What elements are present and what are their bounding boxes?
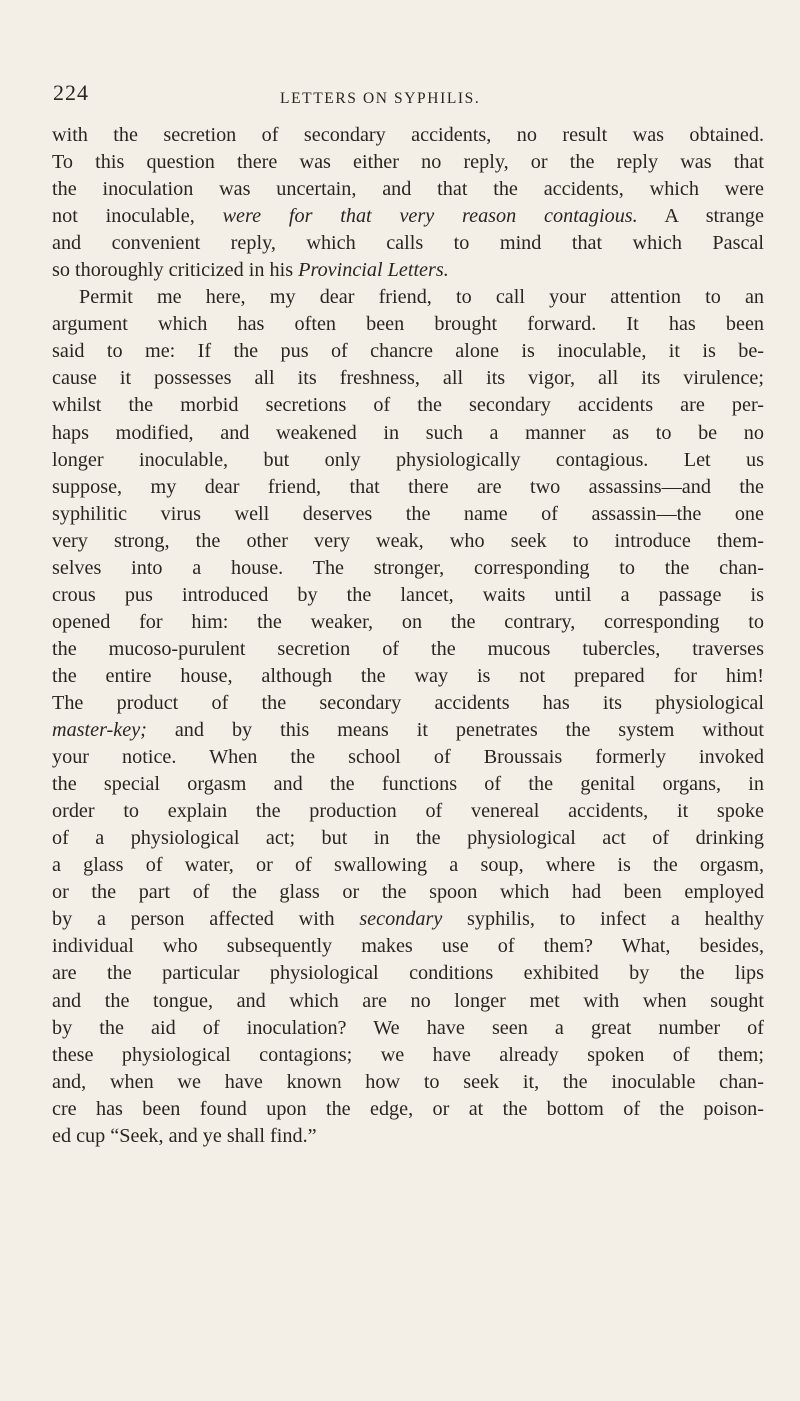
text-run: and by this means it penetrates the system without bbox=[146, 719, 764, 742]
text-line: by the aid of inoculation? We have seen a great number of bbox=[52, 1016, 764, 1039]
body-text bbox=[52, 122, 764, 1150]
text-line: opened for him: the weaker, on the contrary, corresponding to bbox=[52, 610, 764, 633]
page-number: 224 bbox=[53, 80, 89, 105]
text-line: To this question there was either no reply, or the reply was that bbox=[52, 151, 764, 174]
text-line: very strong, the other very weak, who seek to introduce them- bbox=[52, 529, 764, 552]
text-line: selves into a house. The stronger, corresponding to the chan- bbox=[52, 556, 764, 579]
text-run: not inoculable, bbox=[52, 205, 223, 228]
text-line: said to me: If the pus of chancre alone is inoculable, it is be- bbox=[52, 340, 764, 363]
text-run: so thoroughly criticized in his bbox=[52, 259, 299, 282]
text-line: argument which has often been brought forward. It has been bbox=[52, 313, 764, 336]
text-line: the inoculation was uncertain, and that the accidents, which were bbox=[52, 178, 764, 201]
text-line: The product of the secondary accidents has its physiological bbox=[52, 691, 764, 714]
italic-text: Provincial Letters. bbox=[298, 259, 449, 282]
text-line bbox=[52, 717, 764, 744]
text-line: individual who subsequently makes use of them? What, besides, bbox=[52, 935, 764, 958]
text-line: whilst the morbid secretions of the secondary accidents are per- bbox=[52, 394, 764, 417]
text-line: the entire house, although the way is not prepared for him! bbox=[52, 664, 764, 687]
text-line: longer inoculable, but only physiologically contagious. Let us bbox=[52, 448, 764, 471]
text-line: syphilitic virus well deserves the name of assassin—the one bbox=[52, 502, 764, 525]
text-line: your notice. When the school of Broussais formerly invoked bbox=[52, 746, 764, 769]
text-line: and the tongue, and which are no longer met with when sought bbox=[52, 989, 764, 1012]
text-line: the special orgasm and the functions of the genital organs, in bbox=[52, 773, 764, 796]
text-line: order to explain the production of venereal accidents, it spoke bbox=[52, 800, 764, 823]
text-line: and convenient reply, which calls to mind that which Pascal bbox=[52, 232, 764, 255]
text-line bbox=[52, 203, 764, 230]
text-line: cause it possesses all its freshness, all its vigor, all its virulence; bbox=[52, 367, 764, 390]
paragraph-end-line: ed cup “Seek, and ye shall find.” bbox=[52, 1124, 317, 1147]
italic-text: master-key; bbox=[52, 719, 147, 742]
italic-text: were for that very reason contagious. bbox=[222, 205, 638, 228]
text-line: cre has been found upon the edge, or at the bottom of the poison- bbox=[52, 1097, 764, 1120]
text-line: are the particular physiological conditions exhibited by the lips bbox=[52, 962, 764, 985]
text-line: a glass of water, or of swallowing a soup, where is the orgasm, bbox=[52, 854, 764, 877]
text-line: haps modified, and weakened in such a manner as to be no bbox=[52, 421, 764, 444]
running-head: LETTERS ON SYPHILIS. bbox=[280, 90, 481, 107]
text-line: or the part of the glass or the spoon which had been employed bbox=[52, 881, 764, 904]
text-line: these physiological contagions; we have already spoken of them; bbox=[52, 1043, 764, 1066]
text-line bbox=[52, 906, 764, 933]
text-line: crous pus introduced by the lancet, waits until a passage is bbox=[52, 583, 764, 606]
text-line: of a physiological act; but in the physiological act of drinking bbox=[52, 827, 764, 850]
text-run: syphilis, to infect a healthy bbox=[442, 908, 765, 931]
paragraph-start-line: Permit me here, my dear friend, to call your attention to an bbox=[79, 286, 764, 309]
text-run: by a person affected with bbox=[52, 908, 360, 931]
text-line: suppose, my dear friend, that there are two assassins—and the bbox=[52, 475, 764, 498]
text-run: A strange bbox=[637, 205, 764, 228]
text-line: with the secretion of secondary accidents, no result was obtained. bbox=[52, 124, 764, 146]
text-line: and, when we have known how to seek it, the inoculable chan- bbox=[52, 1070, 764, 1093]
text-line: the mucoso-purulent secretion of the mucous tubercles, traverses bbox=[52, 637, 764, 660]
paragraph-end-line bbox=[52, 257, 764, 284]
italic-text: secondary bbox=[359, 908, 443, 931]
